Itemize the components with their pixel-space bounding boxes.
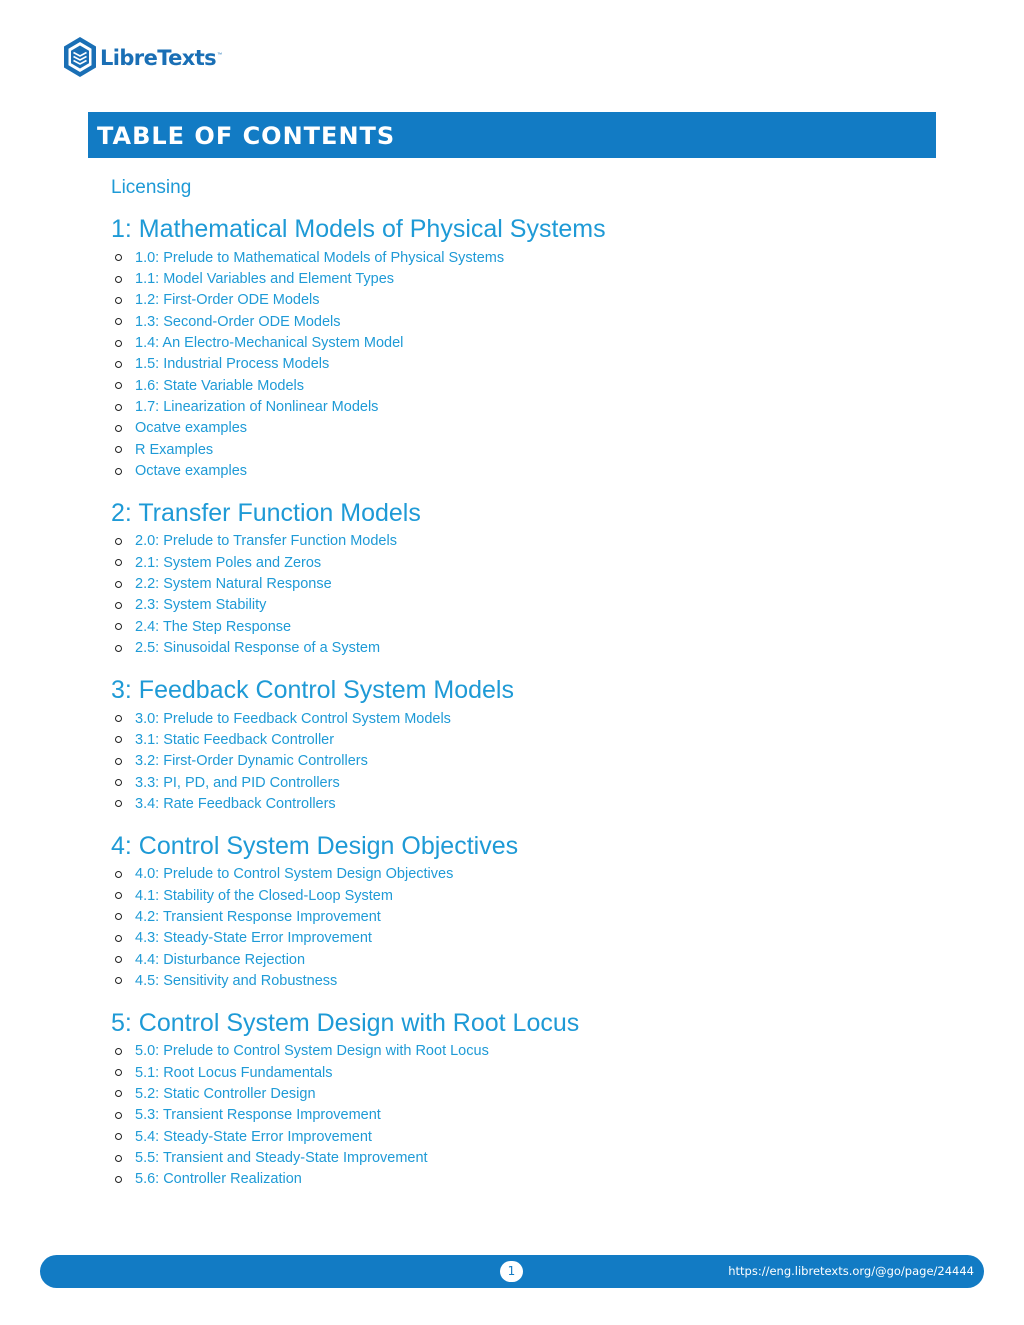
section-link[interactable]: 4.5: Sensitivity and Robustness	[135, 972, 338, 989]
circle-bullet-icon	[115, 297, 122, 304]
logo-trademark: ™	[217, 52, 223, 58]
toc-content	[111, 174, 931, 1206]
section-link[interactable]: 1.6: State Variable Models	[135, 377, 304, 394]
section-item	[111, 949, 931, 970]
logo-wordmark: LibreTexts	[100, 46, 217, 70]
section-item	[111, 616, 931, 637]
section-item	[111, 1169, 931, 1190]
chapter-title-link[interactable]: 5: Control System Design with Root Locus	[111, 1008, 580, 1037]
section-link[interactable]: 3.4: Rate Feedback Controllers	[135, 795, 336, 812]
section-link[interactable]: 4.0: Prelude to Control System Design Objectives	[135, 866, 454, 883]
section-item	[111, 793, 931, 814]
chapter-title-link[interactable]: 3: Feedback Control System Models	[111, 675, 514, 704]
circle-bullet-icon	[115, 581, 122, 588]
chapter-list	[111, 214, 931, 1190]
section-link[interactable]: 2.4: The Step Response	[135, 618, 292, 635]
section-list	[111, 531, 931, 659]
section-item	[111, 552, 931, 573]
section-item	[111, 970, 931, 991]
circle-bullet-icon	[115, 1069, 122, 1076]
circle-bullet-icon	[115, 1112, 122, 1119]
section-item	[111, 1105, 931, 1126]
circle-bullet-icon	[115, 645, 122, 652]
circle-bullet-icon	[115, 1090, 122, 1097]
section-link[interactable]: 2.1: System Poles and Zeros	[135, 554, 322, 571]
chapter	[111, 1008, 931, 1190]
section-link[interactable]: 1.4: An Electro-Mechanical System Model	[135, 335, 404, 352]
section-item	[111, 751, 931, 772]
section-item	[111, 638, 931, 659]
circle-bullet-icon	[115, 736, 122, 743]
circle-bullet-icon	[115, 913, 122, 920]
toc-title: TABLE OF CONTENTS	[97, 122, 396, 150]
section-item	[111, 906, 931, 927]
section-item	[111, 439, 931, 460]
section-link[interactable]: 2.0: Prelude to Transfer Function Models	[135, 533, 397, 550]
circle-bullet-icon	[115, 1133, 122, 1140]
section-item	[111, 595, 931, 616]
circle-bullet-icon	[115, 559, 122, 566]
circle-bullet-icon	[115, 602, 122, 609]
circle-bullet-icon	[115, 892, 122, 899]
section-link[interactable]: 5.5: Transient and Steady-State Improvement	[135, 1150, 428, 1167]
section-link[interactable]: Ocatve examples	[135, 420, 248, 437]
section-list	[111, 708, 931, 815]
section-item	[111, 268, 931, 289]
section-item	[111, 418, 931, 439]
section-item	[111, 396, 931, 417]
section-item	[111, 885, 931, 906]
section-item	[111, 1062, 931, 1083]
section-link[interactable]: 5.3: Transient Response Improvement	[135, 1107, 381, 1124]
section-item	[111, 1147, 931, 1168]
section-link[interactable]: 2.3: System Stability	[135, 597, 267, 614]
circle-bullet-icon	[115, 1155, 122, 1162]
footer-url[interactable]: https://eng.libretexts.org/@go/page/24444	[728, 1264, 974, 1278]
circle-bullet-icon	[115, 468, 122, 475]
section-link[interactable]: 1.3: Second-Order ODE Models	[135, 313, 341, 330]
chapter-title-link[interactable]: 2: Transfer Function Models	[111, 498, 421, 527]
section-item	[111, 311, 931, 332]
section-item	[111, 928, 931, 949]
page-number: 1	[500, 1261, 523, 1282]
circle-bullet-icon	[115, 623, 122, 630]
circle-bullet-icon	[115, 715, 122, 722]
chapter-title-link[interactable]: 4: Control System Design Objectives	[111, 831, 519, 860]
section-link[interactable]: 3.3: PI, PD, and PID Controllers	[135, 774, 340, 791]
libretexts-logo-icon	[62, 36, 98, 78]
section-item	[111, 531, 931, 552]
section-link[interactable]: 5.2: Static Controller Design	[135, 1085, 316, 1102]
section-link[interactable]: 5.6: Controller Realization	[135, 1171, 302, 1188]
section-item	[111, 864, 931, 885]
circle-bullet-icon	[115, 382, 122, 389]
circle-bullet-icon	[115, 425, 122, 432]
chapter	[111, 214, 931, 482]
section-item	[111, 332, 931, 353]
section-link[interactable]: 2.2: System Natural Response	[135, 576, 332, 593]
section-item	[111, 772, 931, 793]
circle-bullet-icon	[115, 254, 122, 261]
licensing-link[interactable]: Licensing	[111, 177, 192, 198]
section-link[interactable]: Octave examples	[135, 463, 248, 480]
chapter-title-link[interactable]: 1: Mathematical Models of Physical Systems	[111, 215, 606, 243]
section-link[interactable]: 1.7: Linearization of Nonlinear Models	[135, 399, 379, 416]
circle-bullet-icon	[115, 276, 122, 283]
section-link[interactable]: 4.3: Steady-State Error Improvement	[135, 930, 372, 947]
circle-bullet-icon	[115, 340, 122, 347]
section-link[interactable]: 1.1: Model Variables and Element Types	[135, 271, 395, 288]
section-item	[111, 708, 931, 729]
chapter	[111, 498, 931, 659]
section-link[interactable]: 4.2: Transient Response Improvement	[135, 908, 381, 925]
section-link[interactable]: 3.2: First-Order Dynamic Controllers	[135, 753, 368, 770]
circle-bullet-icon	[115, 318, 122, 325]
section-link[interactable]: 4.4: Disturbance Rejection	[135, 951, 306, 968]
circle-bullet-icon	[115, 871, 122, 878]
circle-bullet-icon	[115, 800, 122, 807]
circle-bullet-icon	[115, 1176, 122, 1183]
section-link[interactable]: 1.5: Industrial Process Models	[135, 356, 330, 373]
libretexts-logo	[62, 35, 222, 79]
section-link[interactable]: 5.1: Root Locus Fundamentals	[135, 1064, 333, 1081]
section-item	[111, 247, 931, 268]
section-item	[111, 375, 931, 396]
section-link[interactable]: 4.1: Stability of the Closed-Loop System	[135, 887, 393, 904]
section-item	[111, 573, 931, 594]
circle-bullet-icon	[115, 361, 122, 368]
circle-bullet-icon	[115, 779, 122, 786]
circle-bullet-icon	[115, 935, 122, 942]
section-link[interactable]: 3.1: Static Feedback Controller	[135, 731, 335, 748]
section-item	[111, 354, 931, 375]
section-link[interactable]: 1.0: Prelude to Mathematical Models of Physical Systems	[135, 249, 505, 266]
chapter	[111, 831, 931, 992]
circle-bullet-icon	[115, 758, 122, 765]
circle-bullet-icon	[115, 1048, 122, 1055]
section-item	[111, 1083, 931, 1104]
circle-bullet-icon	[115, 538, 122, 545]
section-list	[111, 864, 931, 992]
section-link[interactable]: 5.4: Steady-State Error Improvement	[135, 1128, 372, 1145]
section-item	[111, 290, 931, 311]
circle-bullet-icon	[115, 446, 122, 453]
section-list	[111, 247, 931, 482]
circle-bullet-icon	[115, 977, 122, 984]
toc-header	[88, 112, 936, 158]
section-link[interactable]: 2.5: Sinusoidal Response of a System	[135, 640, 381, 657]
page-footer	[40, 1255, 984, 1288]
section-link[interactable]: R Examples	[135, 441, 214, 458]
section-list	[111, 1041, 931, 1190]
section-link[interactable]: 5.0: Prelude to Control System Design with Root Locus	[135, 1043, 489, 1060]
chapter	[111, 675, 931, 815]
circle-bullet-icon	[115, 404, 122, 411]
section-item	[111, 1126, 931, 1147]
section-item	[111, 460, 931, 481]
circle-bullet-icon	[115, 956, 122, 963]
section-link[interactable]: 1.2: First-Order ODE Models	[135, 292, 320, 309]
section-item	[111, 1041, 931, 1062]
section-item	[111, 729, 931, 750]
section-link[interactable]: 3.0: Prelude to Feedback Control System Models	[135, 710, 451, 727]
